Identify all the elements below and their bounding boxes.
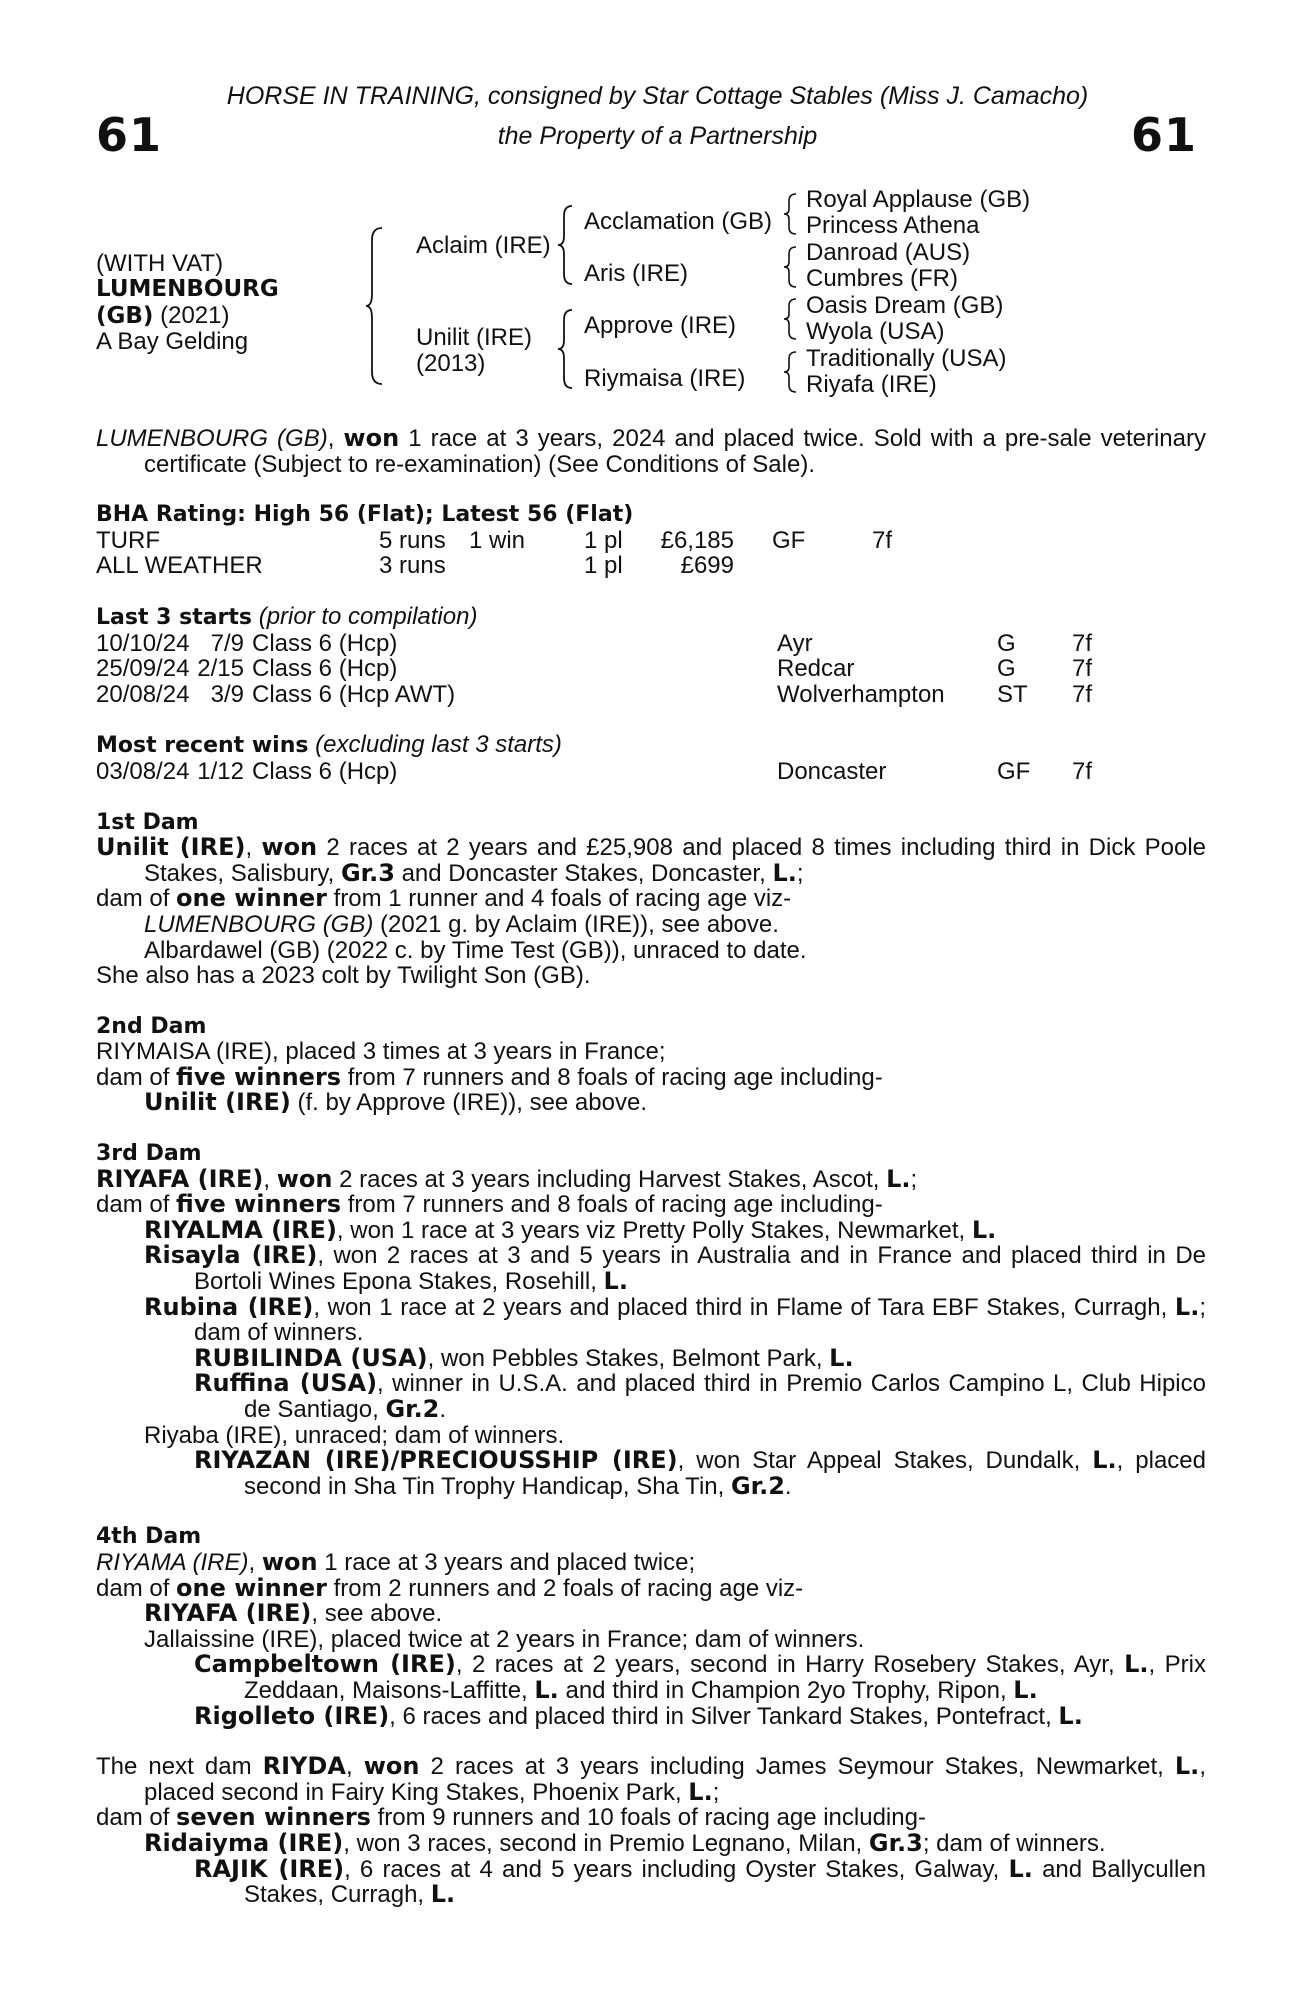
first-dam-produce: dam of one winner from 1 runner and 4 foals of racing age viz-	[96, 884, 792, 913]
dam-dam: Riymaisa (IRE)	[584, 365, 746, 392]
recent-wins-table	[96, 759, 1092, 785]
list-item: Ruffina (USA), winner in U.S.A. and placed third in Premio Carlos Campino L, Club Hipico de Santiago, Gr.2.	[194, 1369, 1206, 1423]
first-dam-record: Unilit (IRE), won 2 races at 2 years and £25,908 and placed 8 times including third in Dick Poole Stakes, Salisbury, Gr.3 and Doncaster Stakes, Doncaster, L.;	[96, 833, 1207, 887]
main-brace	[364, 226, 384, 386]
gen3-1: Royal Applause (GB)	[806, 186, 1031, 213]
list-item: Albardawel (GB) (2022 c. by Time Test (GB)), unraced to date.	[144, 936, 807, 964]
gen3-6: Wyola (USA)	[806, 318, 945, 345]
sire-dam: Aris (IRE)	[584, 260, 688, 287]
gen3-7: Traditionally (USA)	[806, 345, 1007, 372]
dam-sire: Approve (IRE)	[584, 312, 737, 339]
table-row: 25/09/24 2/15 Class 6 (Hcp) Redcar G 7f	[96, 655, 1093, 683]
list-item: Riyaba (IRE), unraced; dam of winners.	[144, 1421, 565, 1449]
pedigree-chart	[96, 186, 1206, 420]
list-item: LUMENBOURG (GB) (2021 g. by Aclaim (IRE)), see above.	[144, 910, 779, 938]
fourth-dam-produce: dam of one winner from 2 runners and 2 foals of racing age viz-	[96, 1573, 804, 1602]
table-row: TURF 5 runs 1 win 1 pl £6,185 GF 7f	[96, 526, 893, 554]
sire-sire: Acclamation (GB)	[584, 208, 773, 235]
list-item: Risayla (IRE), won 2 races at 3 and 5 years in Australia and in France and placed third in De Bortoli Wines Epona Stakes, Rosehill, L.	[144, 1241, 1207, 1296]
fourth-dam-heading: 4th Dam	[96, 1524, 202, 1550]
horse-name: LUMENBOURG	[96, 276, 279, 302]
list-item: RIYAFA (IRE), see above.	[144, 1599, 443, 1628]
catalogue-body	[96, 426, 1206, 1908]
horse-country-year: (GB) (2021)	[96, 302, 230, 329]
gen3-2: Princess Athena	[806, 212, 980, 239]
lot-number-left: 61	[96, 108, 163, 162]
third-dam-record: RIYAFA (IRE), won 2 races at 3 years including Harvest Stakes, Ascot, L.;	[96, 1164, 918, 1193]
table-row: 20/08/24 3/9 Class 6 (Hcp AWT) Wolverhampton ST 7f	[96, 680, 1093, 708]
list-item: Unilit (IRE) (f. by Approve (IRE)), see above.	[144, 1088, 647, 1117]
list-item: Ridaiyma (IRE), won 3 races, second in Premio Legnano, Milan, Gr.3; dam of winners.	[144, 1828, 1106, 1857]
third-dam-heading: 3rd Dam	[96, 1141, 202, 1167]
list-item: Rigolleto (IRE), 6 races and placed third in Silver Tankard Stakes, Pontefract, L.	[194, 1701, 1083, 1730]
lot-number-right: 61	[1130, 108, 1197, 162]
vat-label: (WITH VAT)	[96, 250, 224, 277]
list-item: RIYALMA (IRE), won 1 race at 3 years viz Pretty Polly Stakes, Newmarket, L.	[144, 1215, 997, 1244]
table-row: 10/10/24 7/9 Class 6 (Hcp) Ayr G 7f	[96, 629, 1093, 657]
table-row: 03/08/24 1/12 Class 6 (Hcp) Doncaster GF 7f	[96, 757, 1093, 785]
table-row: ALL WEATHER 3 runs 1 pl £699	[96, 552, 734, 580]
consignor-line: HORSE IN TRAINING, consigned by Star Cottage Stables (Miss J. Camacho)	[226, 82, 1089, 110]
horse-description: A Bay Gelding	[96, 328, 249, 355]
list-item: RUBILINDA (USA), won Pebbles Stakes, Belmont Park, L.	[194, 1343, 854, 1372]
horse-summary: LUMENBOURG (GB), won 1 race at 3 years, 2024 and placed twice. Sold with a pre-sale veterinary certificate (Subject to re-examination) (See Conditions of Sale).	[96, 424, 1206, 478]
gen3-5: Oasis Dream (GB)	[806, 292, 1004, 319]
recent-wins-heading: Most recent wins (excluding last 3 starts)	[96, 731, 562, 759]
last-starts-table	[96, 631, 1092, 708]
property-line: the Property of a Partnership	[497, 122, 818, 150]
list-item: She also has a 2023 colt by Twilight Son (GB).	[96, 962, 591, 990]
second-dam-produce: dam of five winners from 7 runners and 8 foals of racing age including-	[96, 1062, 883, 1091]
last-starts-heading: Last 3 starts (prior to compilation)	[96, 602, 478, 630]
bha-rating-heading: BHA Rating: High 56 (Flat); Latest 56 (Flat)	[96, 502, 634, 528]
next-dam-record: The next dam RIYDA, won 2 races at 3 years including James Seymour Stakes, Newmarket, L., placed second in Fairy King Stakes, Phoenix Park, L.;	[96, 1752, 1206, 1806]
dam-name: Unilit (IRE)	[416, 324, 533, 351]
list-item: RIYAZAN (IRE)/PRECIOUSSHIP (IRE), won Star Appeal Stakes, Dundalk, L., placed second in Sha Tin Trophy Handicap, Sha Tin, Gr.2.	[194, 1446, 1206, 1500]
dam-brace	[556, 308, 574, 390]
dam-year: (2013)	[416, 350, 486, 377]
gen3-brace-2	[782, 245, 798, 289]
second-dam-heading: 2nd Dam	[96, 1013, 207, 1039]
fourth-dam-record: RIYAMA (IRE), won 1 race at 3 years and placed twice;	[96, 1547, 696, 1576]
gen3-brace-3	[782, 297, 798, 341]
list-item: Campbeltown (IRE), 2 races at 2 years, second in Harry Rosebery Stakes, Ayr, L., Prix Zeddaan, Maisons-Laffitte, L. and third in Champion 2yo Trophy, Ripon, L.	[194, 1650, 1206, 1704]
next-dam-produce: dam of seven winners from 9 runners and 10 foals of racing age including-	[96, 1803, 926, 1832]
gen3-8: Riyafa (IRE)	[806, 371, 937, 398]
gen3-brace-1	[782, 192, 798, 236]
sire-brace	[556, 204, 574, 286]
gen3-brace-4	[782, 350, 798, 394]
gen3-4: Cumbres (FR)	[806, 265, 959, 292]
race-record-table	[96, 528, 892, 579]
gen3-3: Danroad (AUS)	[806, 239, 971, 266]
list-item: Rubina (IRE), won 1 race at 2 years and placed third in Flame of Tara EBF Stakes, Curragh, L.; dam of winners.	[144, 1292, 1206, 1347]
list-item: RAJIK (IRE), 6 races at 4 and 5 years including Oyster Stakes, Galway, L. and Ballycullen Stakes, Curragh, L.	[194, 1854, 1207, 1909]
sire-name: Aclaim (IRE)	[416, 232, 551, 259]
third-dam-produce: dam of five winners from 7 runners and 8 foals of racing age including-	[96, 1190, 883, 1219]
first-dam-heading: 1st Dam	[96, 809, 199, 835]
second-dam-record: RIYMAISA (IRE), placed 3 times at 3 years in France;	[96, 1038, 666, 1066]
list-item: Jallaissine (IRE), placed twice at 2 years in France; dam of winners.	[144, 1625, 865, 1653]
